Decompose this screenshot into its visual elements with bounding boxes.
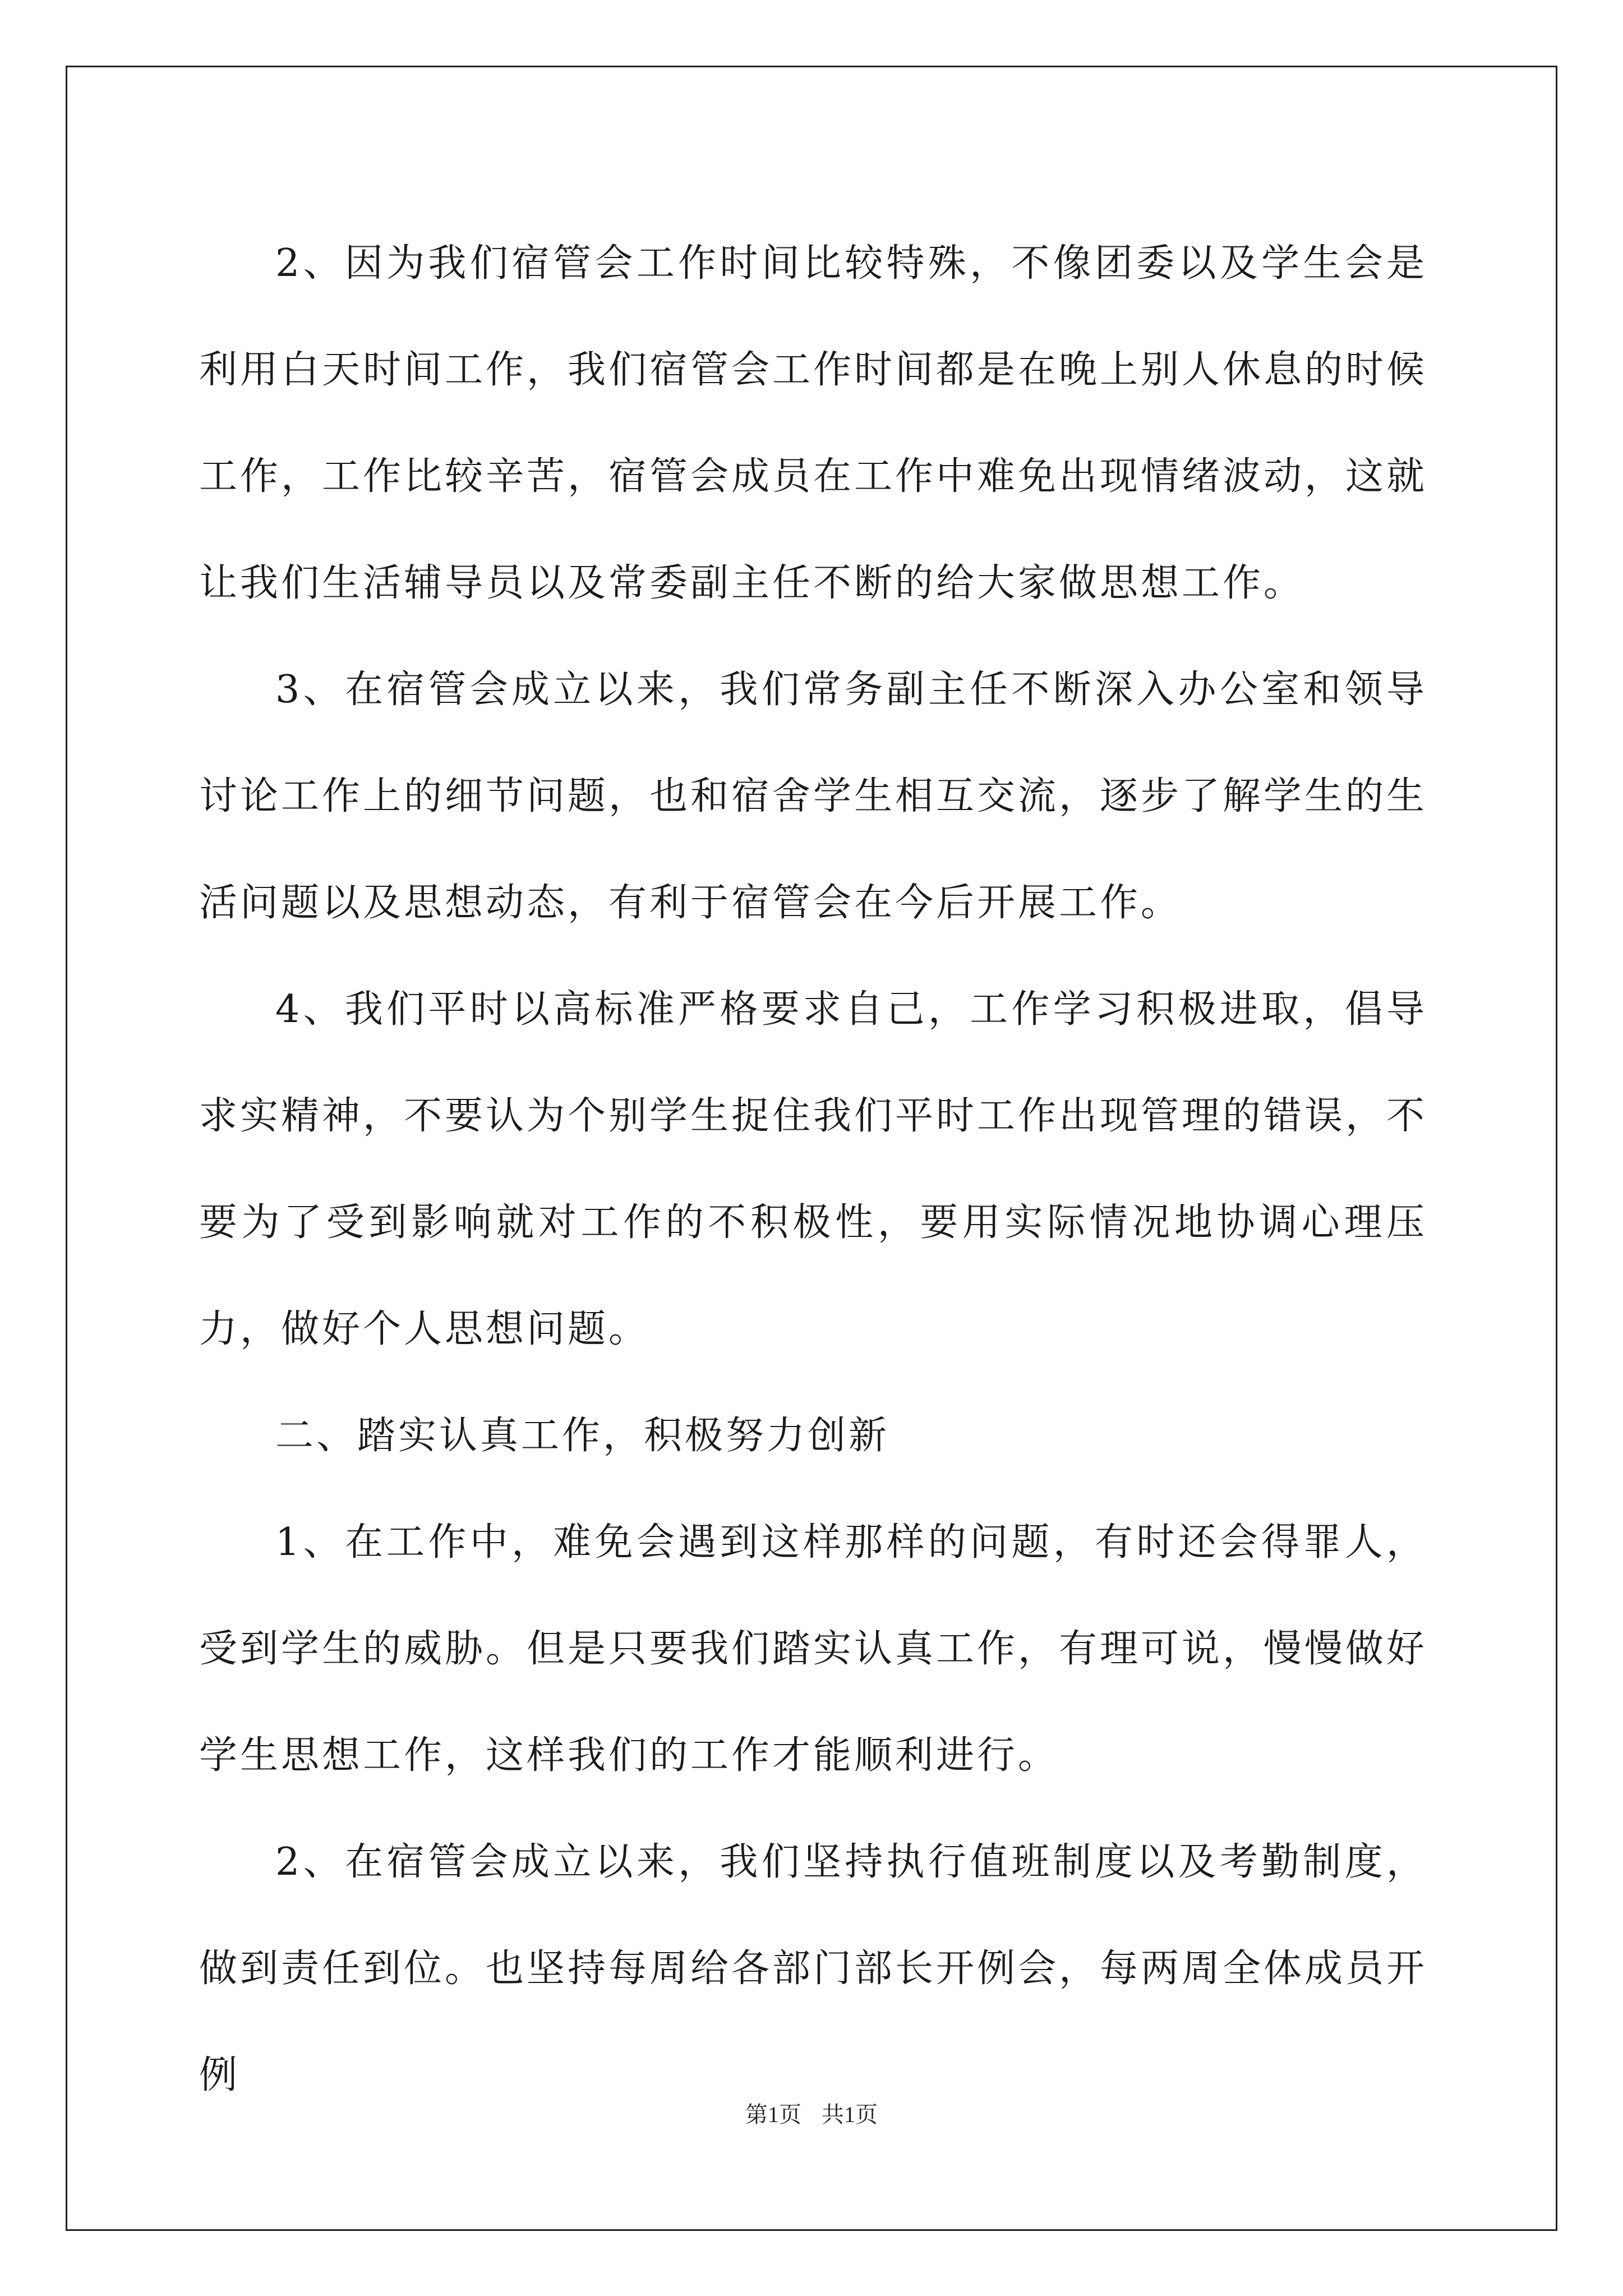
paragraph: 1、在工作中，难免会遇到这样那样的问题，有时还会得罪人，受到学生的威胁。但是只要我们踏实认真工作，有理可说，慢慢做好学生思想工作，这样我们的工作才能顺利进行。 xyxy=(199,1520,1428,1778)
page-total: 共1页 xyxy=(822,2102,878,2127)
paragraph: 2、因为我们宿管会工作时间比较特殊，不像团委以及学生会是利用白天时间工作，我们宿管会工作时间都是在晚上别人休息的时候工作，工作比较辛苦，宿管会成员在工作中难免出现情绪波动，这就让我们生活辅导员以及常委副主任不断的给大家做思想工作。 xyxy=(199,241,1428,605)
paragraph: 4、我们平时以高标准严格要求自己，工作学习积极进取，倡导求实精神，不要认为个别学生捉住我们平时工作出现管理的错误，不要为了受到影响就对工作的不积极性，要用实际情况地协调心理压力，做好个人思想问题。 xyxy=(199,987,1428,1351)
paragraph: 3、在宿管会成立以来，我们常务副主任不断深入办公室和领导讨论工作上的细节问题，也和宿舍学生相互交流，逐步了解学生的生活问题以及思想动态，有利于宿管会在今后开展工作。 xyxy=(199,668,1428,925)
document-body xyxy=(199,210,1427,2129)
page-number: 第1页 xyxy=(745,2102,801,2127)
section-heading: 二、踏实认真工作，积极努力创新 xyxy=(275,1414,890,1458)
page-footer xyxy=(0,2098,1623,2132)
paragraph: 2、在宿管会成立以来，我们坚持执行值班制度以及考勤制度，做到责任到位。也坚持每周给各部门部长开例会，每两周全体成员开例 xyxy=(199,1840,1428,2097)
